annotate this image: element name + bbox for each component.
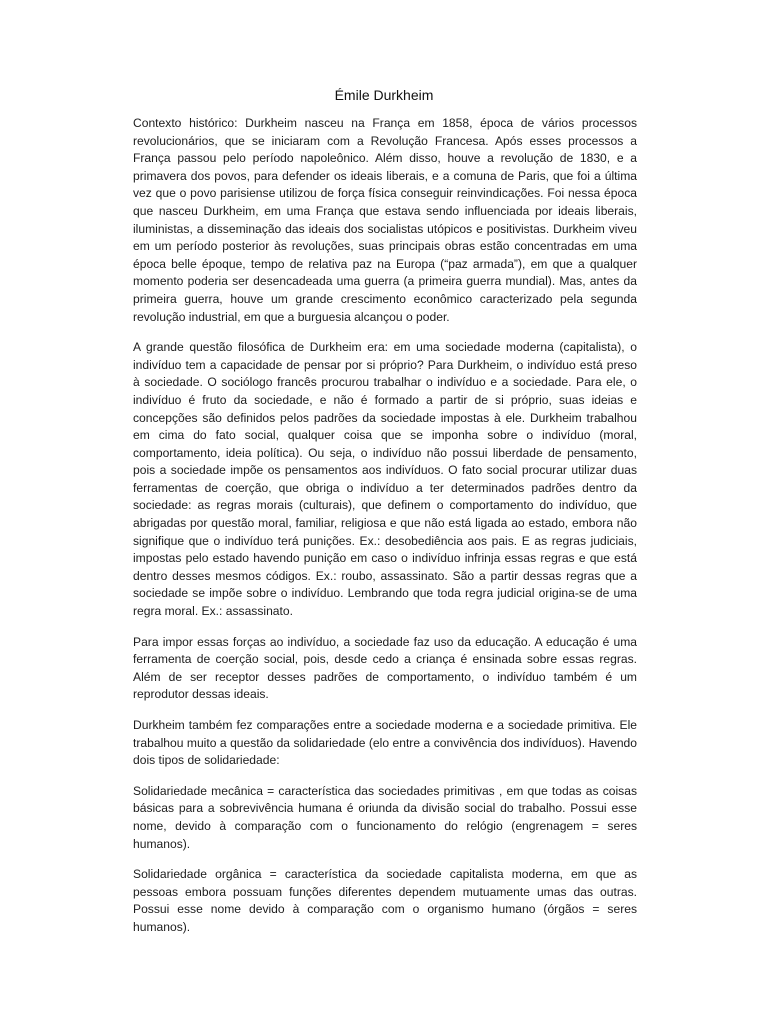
paragraph-organic-solidarity: Solidariedade orgânica = característica da sociedade capitalista moderna, em que as pessoas embora possuam funções diferentes dependem mutuamente umas das outras. Possui esse nome devido à comparação com o organismo humano (órgãos = seres humanos). — [133, 867, 637, 934]
document-body — [133, 115, 637, 950]
paragraph-historical-context: Contexto histórico: Durkheim nasceu na França em 1858, época de vários processos revolucionários, que se iniciaram com a Revolução Francesa. Após esses processos a França passou pelo período napoleônico. Além disso, houve a revolução de 1830, e a primavera dos povos, para defender os ideais liberais, e a comuna de Paris, que foi a última vez que o povo parisiense utilizou de força física conseguir reinvindicações. Foi nessa época que nasceu Durkheim, em uma França que estava sendo influenciada por ideais liberais, iluministas, a disseminação das ideais dos socialistas utópicos e positivistas. Durkheim viveu em um período posterior às revoluções, suas principais obras estão concentradas em uma época belle époque, tempo de relativa paz na Europa (“paz armada”), em que a qualquer momento poderia ser desencadeada uma guerra (a primeira guerra mundial). Mas, antes da primeira guerra, houve um grande crescimento econômico caracterizado pela segunda revolução industrial, em que a burguesia alcançou o poder. — [133, 116, 637, 324]
document-title: Émile Durkheim — [334, 87, 434, 103]
paragraph-mechanical-solidarity: Solidariedade mecânica = característica das sociedades primitivas , em que todas as coisas básicas para a sobrevivência humana é oriunda da divisão social do trabalho. Possui esse nome, devido à comparação com o funcionamento do relógio (engrenagem = seres humanos). — [133, 783, 637, 851]
paragraph-solidarity-intro: Durkheim também fez comparações entre a sociedade moderna e a sociedade primitiva. Ele trabalhou muito a questão da solidariedade (elo entre a convivência dos indivíduos). Havendo dois tipos de solidariedade: — [133, 718, 637, 768]
paragraph-education: Para impor essas forças ao indivíduo, a sociedade faz uso da educação. A educação é uma ferramenta de coerção social, pois, desde cedo a criança é ensinada sobre essas regras. Além de ser receptor desses padrões de comportamento, o indivíduo também é um reprodutor dessas ideais. — [133, 634, 637, 702]
paragraph-philosophical-question: A grande questão filosófica de Durkheim era: em uma sociedade moderna (capitalista), o indivíduo tem a capacidade de pensar por si próprio? Para Durkheim, o indivíduo está preso à sociedade. O sociólogo francês procurou trabalhar o indivíduo e a sociedade. Para ele, o indivíduo é fruto da sociedade, e não é formado a partir de si próprio, suas ideias e concepções são definidos pelos padrões da sociedade impostas à ele. Durkheim trabalhou em cima do fato social, qualquer coisa que se imponha sobre o indivíduo (moral, comportamento, ideia política). Ou seja, o indivíduo não possui liberdade de pensamento, pois a sociedade impõe os pensamentos aos indivíduos. O fato social procurar utilizar duas ferramentas de coerção, que obriga o indivíduo a ter determinados padrões dentro da sociedade: as regras morais (culturais), que definem o comportamento do indivíduo, que abrigadas por questão moral, familiar, religiosa e que não está ligada ao estado, embora não signifique que o indivíduo terá punições. Ex.: desobediência aos pais. E as regras judiciais, impostas pelo estado havendo punição em caso o indivíduo infrinja essas regras e que está dentro desses mesmos códigos. Ex.: roubo, assassinato. São a partir dessas regras que a sociedade se impõe sobre o indivíduo. Lembrando que toda regra judicial origina-se de uma regra moral. Ex.: assassinato. — [133, 340, 637, 619]
